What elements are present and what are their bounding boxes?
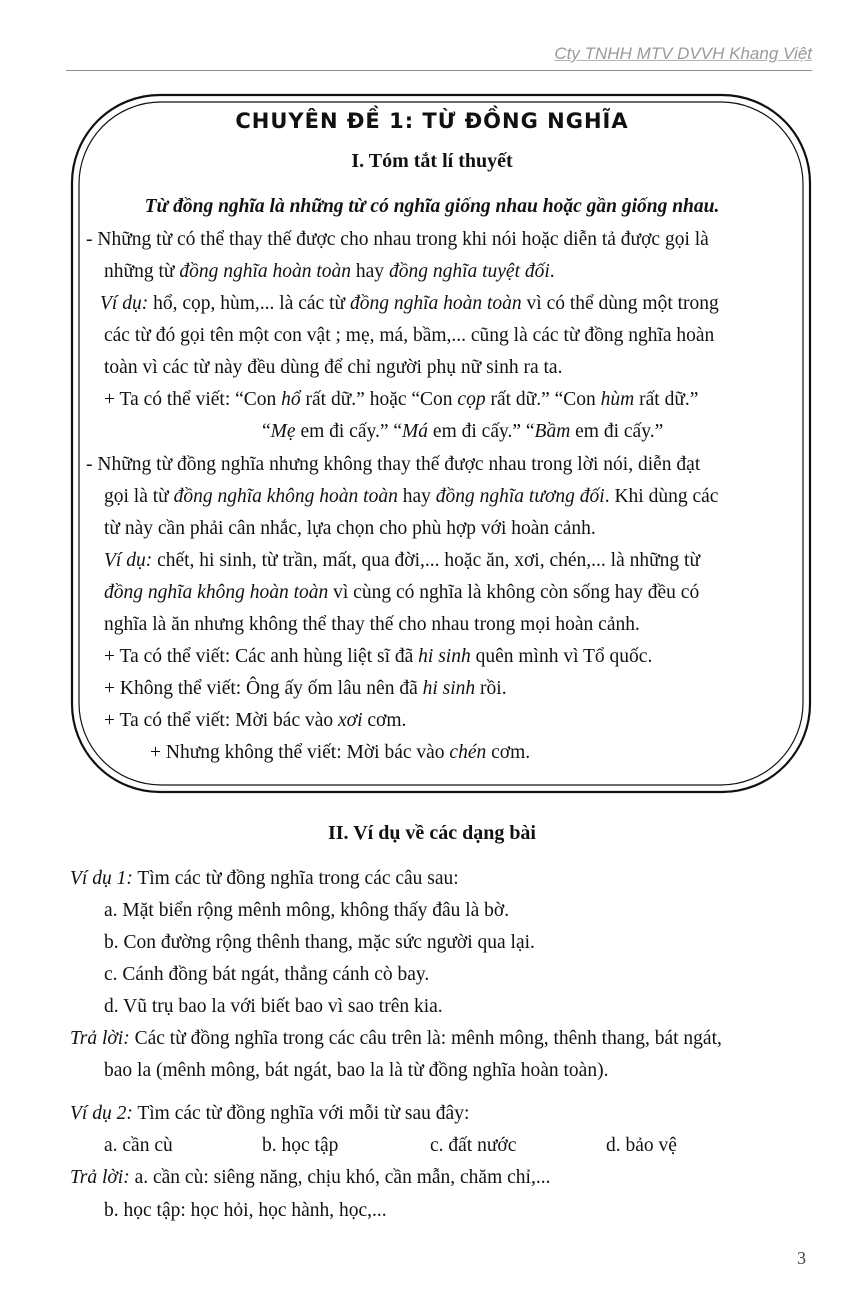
question-label: Ví dụ 2: (70, 1103, 133, 1124)
question-item: c. đất nước (430, 1135, 517, 1156)
chapter-title: CHUYÊN ĐỀ 1: TỪ ĐỒNG NGHĨA (235, 109, 629, 133)
paragraph-line: - Những từ đồng nghĩa nhưng không thay thế được nhau trong lời nói, diễn đạt (86, 454, 701, 475)
paragraph-line: - Những từ có thể thay thế được cho nhau trong khi nói hoặc diễn tả được gọi là (86, 229, 709, 250)
section-heading-theory: I. Tóm tắt lí thuyết (351, 150, 513, 172)
question-line: Ví dụ 1: Tìm các từ đồng nghĩa trong các câu sau: (70, 868, 459, 889)
paragraph-line: gọi là từ đồng nghĩa không hoàn toàn hay đồng nghĩa tương đối. Khi dùng các (104, 486, 719, 507)
question-item: a. Mặt biển rộng mênh mông, không thấy đâu là bờ. (104, 900, 510, 921)
example-line: + Ta có thể viết: Các anh hùng liệt sĩ đã hi sinh quên mình vì Tổ quốc. (104, 646, 653, 667)
example-line: đồng nghĩa không hoàn toàn vì cùng có nghĩa là không còn sống hay đều có (104, 582, 700, 603)
answer-line: Trả lời: Các từ đồng nghĩa trong các câu trên là: mênh mông, thênh thang, bát ngát, (70, 1028, 722, 1049)
example-line: + Nhưng không thể viết: Mời bác vào chén cơm. (150, 742, 531, 763)
paragraph-line: những từ đồng nghĩa hoàn toàn hay đồng nghĩa tuyệt đối. (104, 261, 555, 282)
example-line: toàn vì các từ này đều dùng để chỉ người phụ nữ sinh ra ta. (104, 357, 563, 378)
example-line: Ví dụ: hổ, cọp, hùm,... là các từ đồng nghĩa hoàn toàn vì có thể dùng một trong (100, 293, 719, 314)
example-line: + Ta có thể viết: Mời bác vào xơi cơm. (104, 710, 407, 731)
example-line: + Ta có thể viết: “Con hổ rất dữ.” hoặc “Con cọp rất dữ.” “Con hùm rất dữ.” (104, 389, 699, 410)
example-line: “Mẹ em đi cấy.” “Má em đi cấy.” “Bầm em đi cấy.” (262, 421, 664, 442)
page-number: 3 (797, 1248, 806, 1268)
answer-label: Trả lời: (70, 1028, 130, 1049)
question-item: c. Cánh đồng bát ngát, thẳng cánh cò bay. (104, 964, 430, 985)
example-line: Ví dụ: chết, hi sinh, từ trần, mất, qua đời,... hoặc ăn, xơi, chén,... là những từ (104, 550, 701, 571)
example-label: Ví dụ: (104, 550, 153, 571)
question-item: b. học tập (262, 1135, 339, 1156)
answer-line: b. học tập: học hỏi, học hành, học,... (104, 1200, 387, 1221)
publisher-header: Cty TNHH MTV DVVH Khang Việt (554, 44, 812, 63)
example-line: các từ đó gọi tên một con vật ; mẹ, má, bầm,... cũng là các từ đồng nghĩa hoàn (104, 325, 715, 346)
definition-text: Từ đồng nghĩa là những từ có nghĩa giống nhau hoặc gần giống nhau. (144, 196, 720, 217)
answer-label: Trả lời: (70, 1167, 130, 1188)
question-label: Ví dụ 1: (70, 868, 133, 889)
question-item: a. cần cù (104, 1135, 173, 1156)
answer-line: Trả lời: a. cần cù: siêng năng, chịu khó, cần mẫn, chăm chỉ,... (70, 1167, 551, 1188)
question-item: d. bảo vệ (606, 1135, 677, 1156)
question-item: b. Con đường rộng thênh thang, mặc sức người qua lại. (104, 932, 535, 953)
question-item: d. Vũ trụ bao la với biết bao vì sao trên kia. (104, 996, 443, 1017)
answer-line: bao la (mênh mông, bát ngát, bao la là từ đồng nghĩa hoàn toàn). (104, 1060, 609, 1081)
section-heading-examples: II. Ví dụ về các dạng bài (327, 822, 536, 844)
question-line: Ví dụ 2: Tìm các từ đồng nghĩa với mỗi từ sau đây: (70, 1103, 470, 1124)
example-label: Ví dụ: (100, 293, 149, 314)
header-rule (66, 70, 812, 71)
paragraph-line: từ này cần phải cân nhắc, lựa chọn cho phù hợp với hoàn cảnh. (104, 518, 596, 539)
example-line: + Không thể viết: Ông ấy ốm lâu nên đã hi sinh rồi. (104, 678, 507, 699)
example-line: nghĩa là ăn nhưng không thể thay thế cho nhau trong mọi hoàn cảnh. (104, 614, 640, 635)
